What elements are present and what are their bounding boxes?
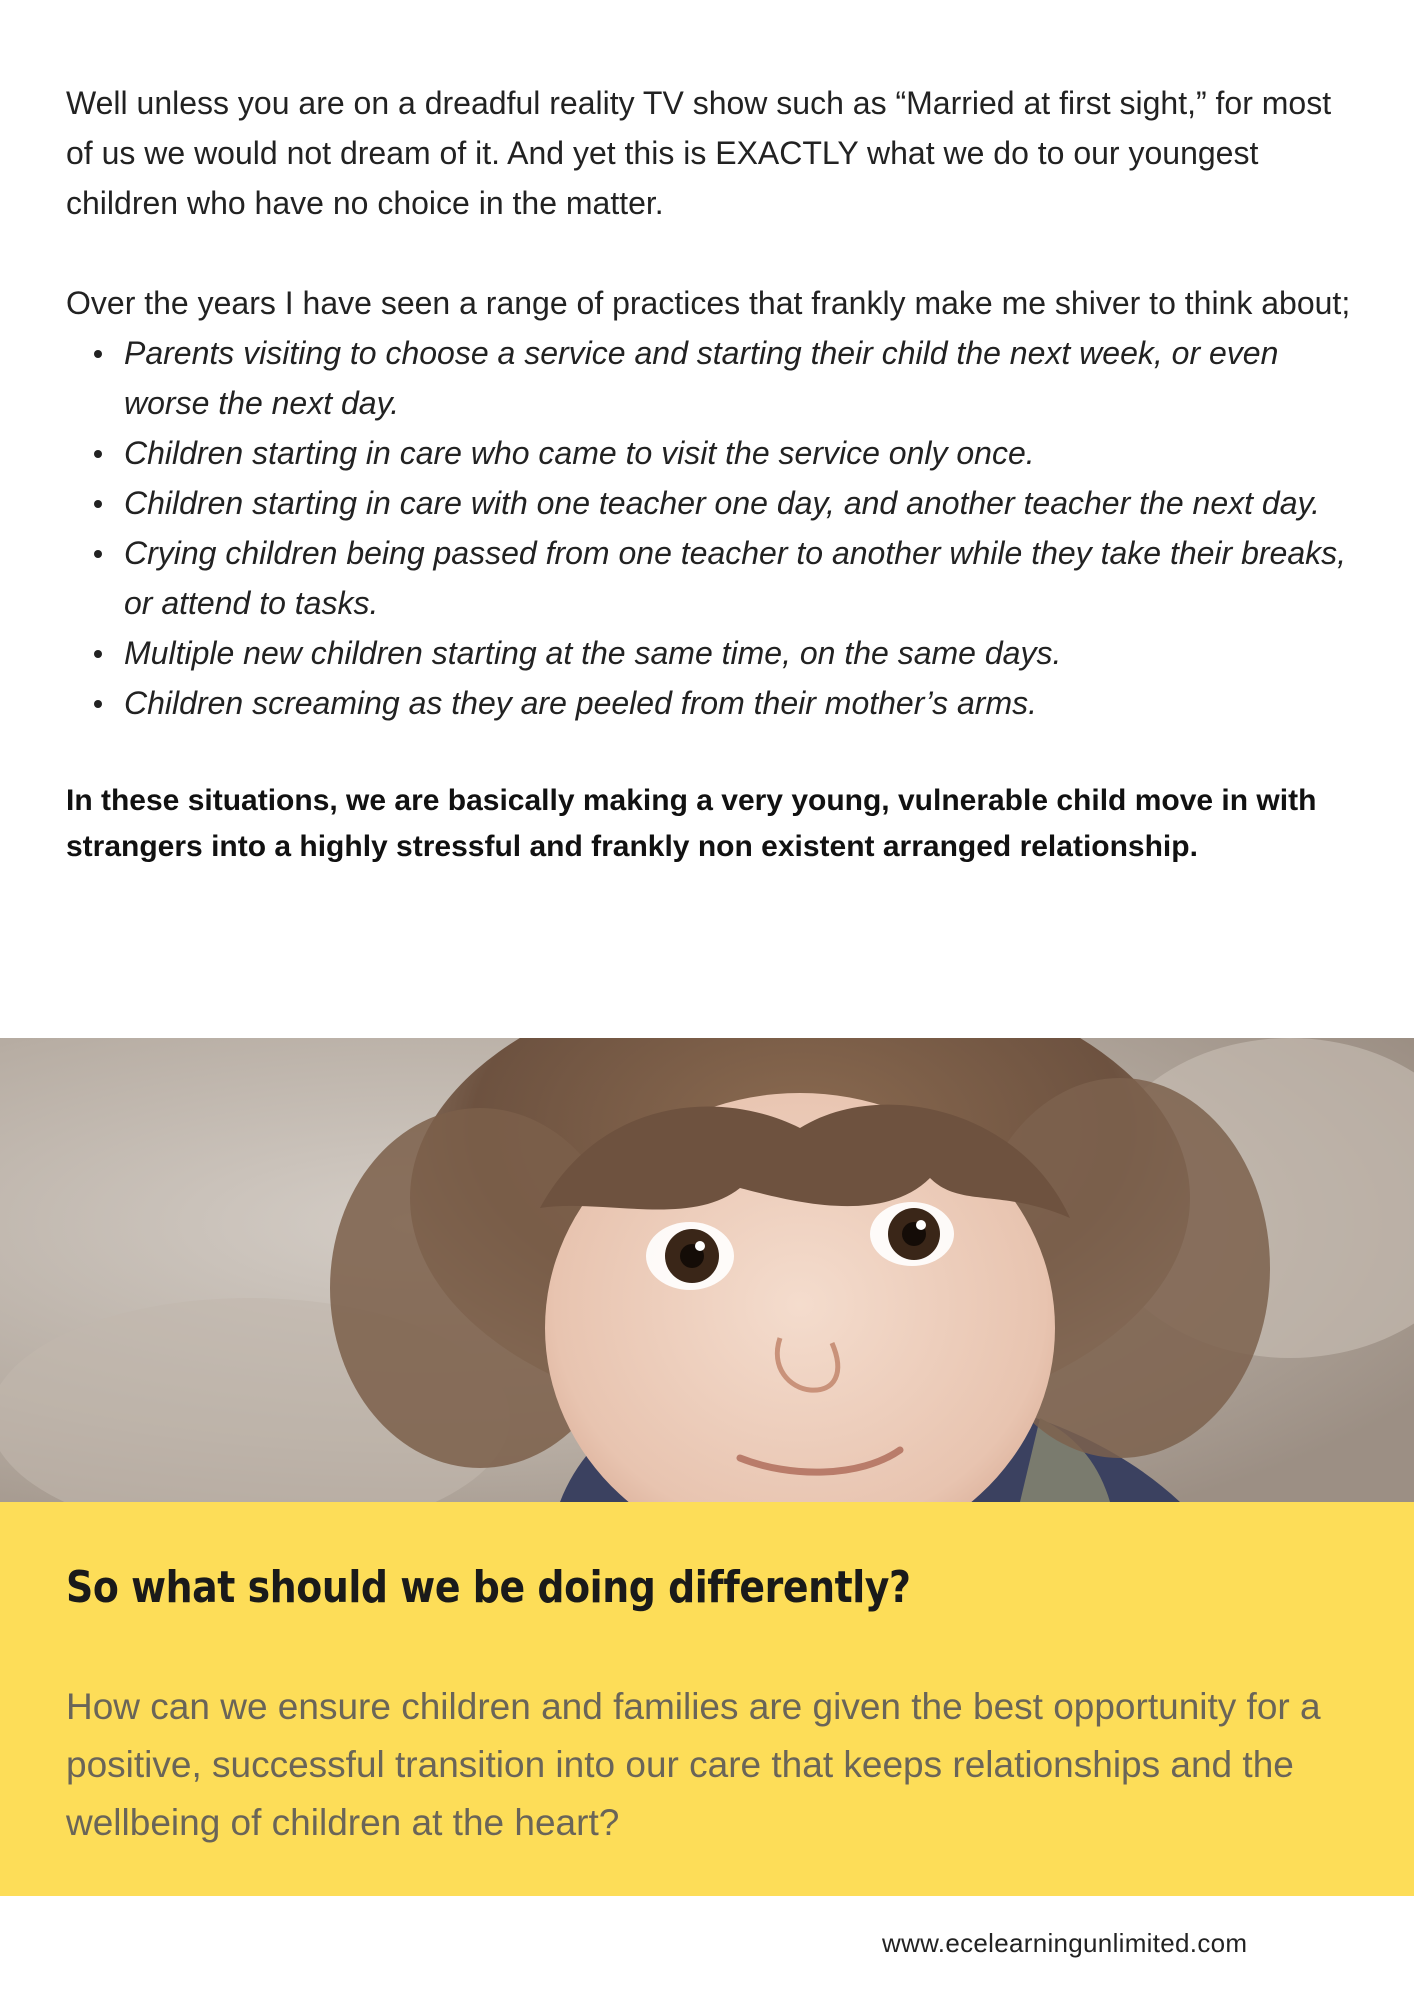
list-item: Parents visiting to choose a service and starting their child the next week, or even worse the next day. [124, 328, 1356, 428]
list-item: Crying children being passed from one teacher to another while they take their breaks, or attend to tasks. [124, 528, 1356, 628]
practices-list [66, 328, 1356, 728]
article-text [66, 78, 1356, 870]
bold-statement: In these situations, we are basically making a very young, vulnerable child move in with strangers into a highly stressful and frankly non existent arranged relationship. [66, 784, 1317, 863]
list-item: Children screaming as they are peeled from their mother’s arms. [124, 678, 1356, 728]
list-item: Multiple new children starting at the same time, on the same days. [124, 628, 1356, 678]
intro-paragraph-2: Over the years I have seen a range of practices that frankly make me shiver to think about; [66, 285, 1351, 321]
callout-heading: So what should we be doing differently? [66, 1562, 911, 1613]
list-item: Children starting in care with one teacher one day, and another teacher the next day. [124, 478, 1356, 528]
child-photo [0, 1038, 1414, 1502]
list-item: Children starting in care who came to visit the service only once. [124, 428, 1356, 478]
intro-paragraph-1: Well unless you are on a dreadful reality TV show such as “Married at first sight,” for most of us we would not dream of it. And yet this is EXACTLY what we do to our youngest children who have no choice in the matter. [66, 85, 1332, 221]
callout-question: How can we ensure children and families are given the best opportunity for a positive, successful transition into our care that keeps relationships and the wellbeing of children at the heart? [66, 1686, 1321, 1843]
website-url[interactable]: www.ecelearningunlimited.com [882, 1928, 1248, 1958]
